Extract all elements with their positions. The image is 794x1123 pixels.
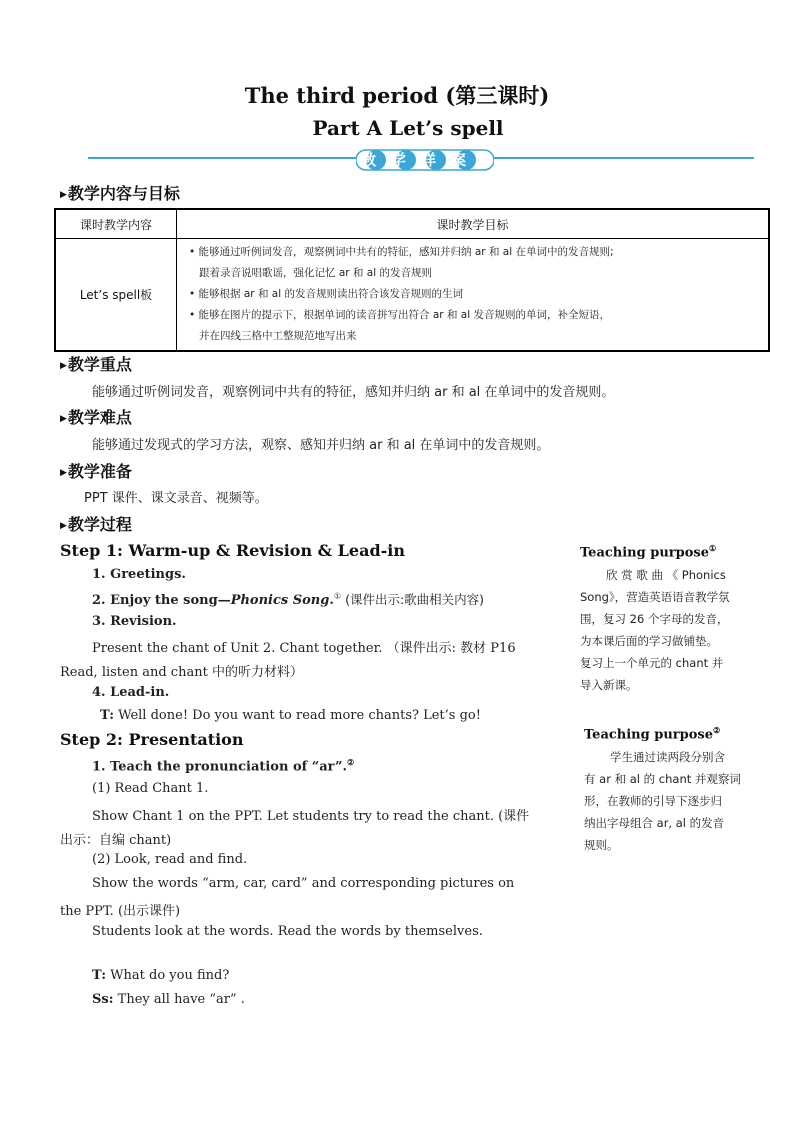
section-heading-preparation: ▶教学准备 (60, 462, 132, 481)
goal-line: 并在四线三格中工整规范地写出来 (199, 330, 357, 342)
step2-title: Step 2: Presentation (60, 730, 244, 749)
table-cell-content: Let’s spell板 (55, 239, 177, 352)
step1-revision: 3. Revision. (92, 614, 177, 629)
triangle-bullet-icon: ▶ (60, 190, 67, 200)
teaching-purpose-1-title: Teaching purpose① (580, 543, 717, 561)
step1-revision-line1: Present the chant of Unit 2. Chant together. （课件出示: 教材 P16 (92, 641, 516, 656)
section-heading-difficulties: ▶教学难点 (60, 408, 132, 427)
triangle-bullet-icon: ▶ (60, 468, 67, 478)
step2-show-words-line1: Show the words “arm, car, card” and corresponding pictures on (92, 876, 515, 891)
table-row (55, 239, 769, 352)
teaching-purpose-1-text: 欣 赏 歌 曲 《 Phonics Song》，营造英语语音教学氛 围，复习 26 个字母的发音， 为本课后面的学习做铺垫。 复习上一个单元的 chant 并 导入新课。 (580, 568, 730, 692)
step1-greetings: 1. Greetings. (92, 567, 186, 582)
section-heading-content-goals: ▶教学内容与目标 (60, 184, 180, 203)
teaching-purpose-2-text: 学生通过读两段分别含 有 ar 和 al 的 chant 并观察词 形，在教师的引导下逐步归 纳出字母组合 ar, al 的发音 规则。 (584, 750, 741, 852)
table-header-content: 课时教学内容 (55, 209, 177, 239)
step2-dialogue-t: T: What do you find? (92, 968, 230, 983)
step1-enjoy-line: 2. Enjoy the song—Phonics Song.① (课件出示:歌曲相关内容) (92, 591, 485, 608)
step2-students-look: Students look at the words. Read the words by themselves. (92, 924, 483, 939)
step2-show-words-line2: the PPT. (出示课件) (60, 904, 181, 919)
goal-line: 跟着录音说唱歌谣，强化记忆 ar 和 al 的发音规则 (199, 267, 432, 279)
table-header-goals: 课时教学目标 (177, 209, 770, 239)
banner-text: 教学详案 (360, 151, 482, 169)
step2-dialogue-ss: Ss: They all have “ar” . (92, 992, 245, 1007)
step2-teach: 1. Teach the pronunciation of “ar”.② (92, 757, 355, 775)
step1-leadin-dialogue: T: Well done! Do you want to read more chants? Let’s go! (100, 708, 481, 723)
teaching-purpose-2-title: Teaching purpose② (584, 725, 721, 743)
key-points-text: 能够通过听例词发音，观察例词中共有的特征，感知并归纳 ar 和 al 在单词中的发音规则。 (92, 385, 615, 400)
preparation-text: PPT 课件、课文录音、视频等。 (84, 491, 268, 506)
step2-show-chant-line1: Show Chant 1 on the PPT. Let students try to read the chant. (课件 (92, 809, 530, 824)
triangle-bullet-icon: ▶ (60, 361, 67, 371)
banner-jiaoxue-xiangan (356, 148, 494, 172)
step1-title: Step 1: Warm-up & Revision & Lead-in (60, 541, 406, 560)
objectives-table (54, 208, 770, 352)
triangle-bullet-icon: ▶ (60, 414, 67, 424)
goal-line: • 能够根据 ar 和 al 的发音规则读出符合该发音规则的生词 (189, 288, 463, 300)
section-heading-key-points: ▶教学重点 (60, 355, 132, 374)
page-title: The third period (第三课时) (244, 83, 550, 108)
goal-line: • 能够在图片的提示下，根据单词的读音拼写出符合 ar 和 al 发音规则的单词，补全短语， (189, 309, 610, 321)
goal-line: • 能够通过听例词发音，观察例词中共有的特征，感知并归纳 ar 和 al 在单词中的发音规则; (189, 246, 614, 258)
step2-look-read: (2) Look, read and find. (92, 852, 248, 867)
step1-revision-line2: Read, listen and chant 中的听力材料） (60, 665, 303, 680)
difficulties-text: 能够通过发现式的学习方法，观察、感知并归纳 ar 和 al 在单词中的发音规则。 (92, 438, 550, 453)
step1-leadin: 4. Lead-in. (92, 685, 170, 700)
table-header-row (55, 209, 769, 239)
step2-show-chant-line2: 出示：自编 chant) (60, 833, 172, 848)
table-cell-goals (177, 239, 770, 352)
section-heading-process: ▶教学过程 (60, 515, 132, 534)
triangle-bullet-icon: ▶ (60, 521, 67, 531)
step2-read-chant: (1) Read Chant 1. (92, 781, 209, 796)
page-subtitle: Part A Let’s spell (312, 116, 504, 140)
